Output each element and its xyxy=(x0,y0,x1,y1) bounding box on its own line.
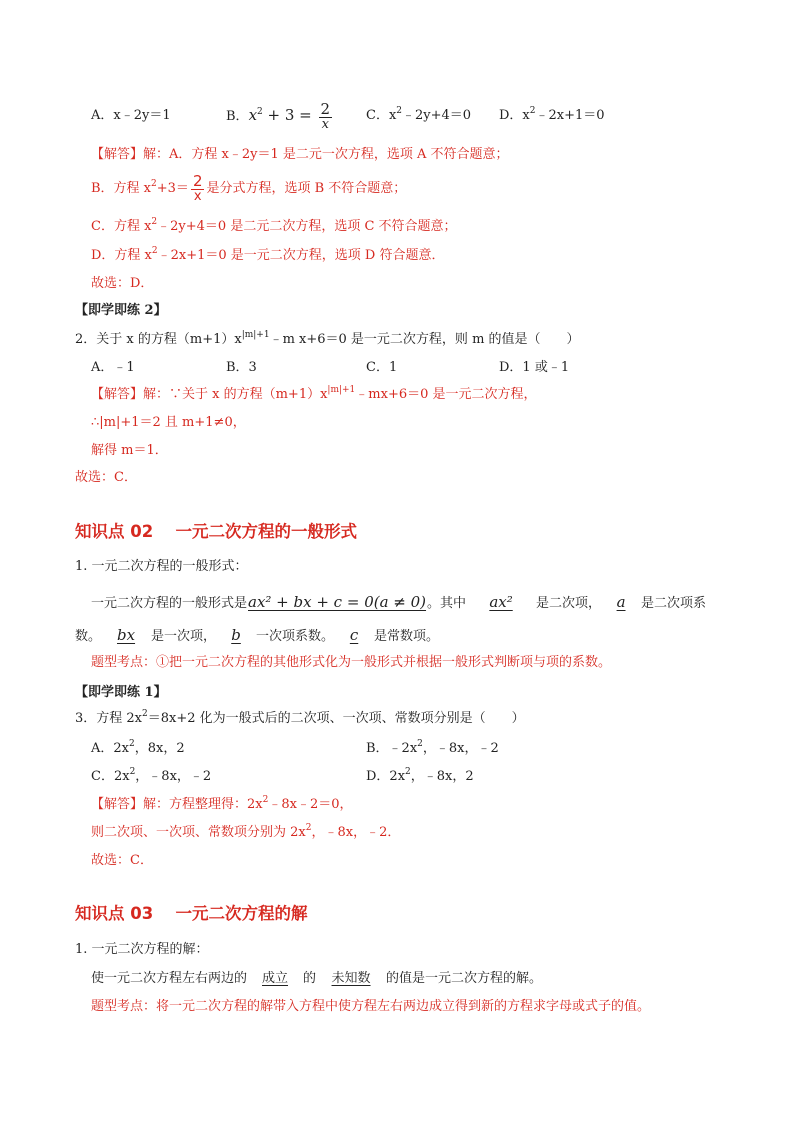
kp02-heading: 知识点 02 一元二次方程的一般形式 xyxy=(75,522,357,541)
q2-option-b: B．3 xyxy=(226,360,257,375)
q2-option-d: D．1 或﹣1 xyxy=(499,360,570,375)
kp02-blank-general-form: ax² + bx + c = 0(a ≠ 0) xyxy=(248,593,427,611)
q1-option-c: C．$x^2﹣2y+4=0$ xyxy=(366,106,472,123)
kp02-blank-constant: c xyxy=(349,626,359,644)
q2-answer-line-3: 解得 m＝1． xyxy=(91,443,168,458)
kp02-line-1: 一元二次方程的一般形式是ax² + bx + c = 0(a ≠ 0)。其中 ax² 是二次项， a 是二次项系 xyxy=(91,593,707,611)
q3-choice: 故选：C． xyxy=(91,853,153,868)
q1-answer-line-1: 【解答】解：A．方程 x﹣2y＝1 是二元一次方程，选项 A 不符合题意； xyxy=(91,147,509,162)
q1-choice: 故选：D． xyxy=(91,276,154,291)
q2-stem: 2．关于 x 的方程$(m+1)x^{|m|+1}﹣m$ x+6＝0 是一元二次方程，则 m 的值是（ ） xyxy=(75,330,580,347)
kp03-heading: 知识点 03 一元二次方程的解 xyxy=(75,904,308,923)
q1-answer-line-4: D．方程 $x^2﹣2x+1=0$ 是一元二次方程，选项 D 符合题意． xyxy=(91,246,445,263)
q2-answer-line-2: ∴|m|+1＝2 且 m+1≠0， xyxy=(91,415,246,430)
kp02-blank-linear-term: bx xyxy=(116,626,136,644)
q3-option-c: C．$2x^2$，﹣8x，﹣2 xyxy=(91,767,212,784)
kp02-blank-linear-coef: b xyxy=(231,626,241,644)
q3-answer-line-1: 【解答】解：方程整理得：$2x^2﹣8x﹣2=0$， xyxy=(91,795,353,812)
kp03-item-1: 1. 一元二次方程的解： xyxy=(75,942,209,957)
q1-answer-line-2: B．方程 $x^2+3=$ $\frac{2}{x}$ 是分式方程，选项 B 不符合题意； xyxy=(91,172,407,204)
kp02-line-2: 数。 bx 是一次项， b 一次项系数。 c 是常数项。 xyxy=(75,626,440,644)
kp02-tip: 题型考点：①把一元二次方程的其他形式化为一般形式并根据一般形式判断项与项的系数。 xyxy=(91,655,612,670)
kp03-line-1: 使一元二次方程左右两边的 成立 的 未知数 的值是一元二次方程的解。 xyxy=(91,971,543,986)
kp03-tip: 题型考点：将一元二次方程的解带入方程中使方程左右两边成立得到新的方程求字母或式子的值。 xyxy=(91,999,651,1014)
kp02-item-1: 1. 一元二次方程的一般形式： xyxy=(75,559,248,574)
kp02-blank-quadratic-term: ax² xyxy=(489,593,513,611)
q3-stem: 3．方程 $2x^2=8x+2$ 化为一般式后的二次项、一次项、常数项分别是（ ） xyxy=(75,709,525,726)
q1-option-a: A．x﹣2y＝1 xyxy=(91,108,171,123)
q1-answer-line-3: C．方程 $x^2﹣2y+4=0$ 是二元二次方程，选项 C 不符合题意； xyxy=(91,217,457,234)
practice-2-title: 【即学即练 2】 xyxy=(75,303,167,318)
q3-option-a: A．$2x^2$，8x，2 xyxy=(91,739,185,756)
q1-option-b-fraction: $\frac{2}{x}$ xyxy=(320,100,331,132)
q3-option-d: D．$2x^2$，﹣8x，2 xyxy=(366,767,474,784)
q1-option-d: D．$x^2﹣2x+1=0$ xyxy=(499,106,605,123)
q1-option-b: B．$x^2 + 3$ = $\frac{2}{x}$ xyxy=(226,100,331,132)
kp03-blank-unknown: 未知数 xyxy=(331,971,371,986)
practice-1-title: 【即学即练 1】 xyxy=(75,685,167,700)
q3-option-b: B．$﹣2x^2$，﹣8x，﹣2 xyxy=(366,739,499,756)
q2-option-a: A．﹣1 xyxy=(91,360,135,375)
q2-option-c: C．1 xyxy=(366,360,398,375)
q3-answer-line-2: 则二次项、一次项、常数项分别为 $2x^2$，﹣8x，﹣2． xyxy=(91,823,401,840)
q2-answer-line-1: 【解答】解：∵关于 x 的方程$(m+1)x^{|m|+1}﹣mx+6=0$ 是一元二次方程， xyxy=(91,385,537,402)
q2-choice: 故选：C． xyxy=(75,470,137,485)
kp03-blank-hold: 成立 xyxy=(262,971,289,986)
q1-answer-fraction: $\frac{2}{x}$ xyxy=(192,172,203,204)
kp02-blank-quadratic-coef: a xyxy=(616,593,626,611)
